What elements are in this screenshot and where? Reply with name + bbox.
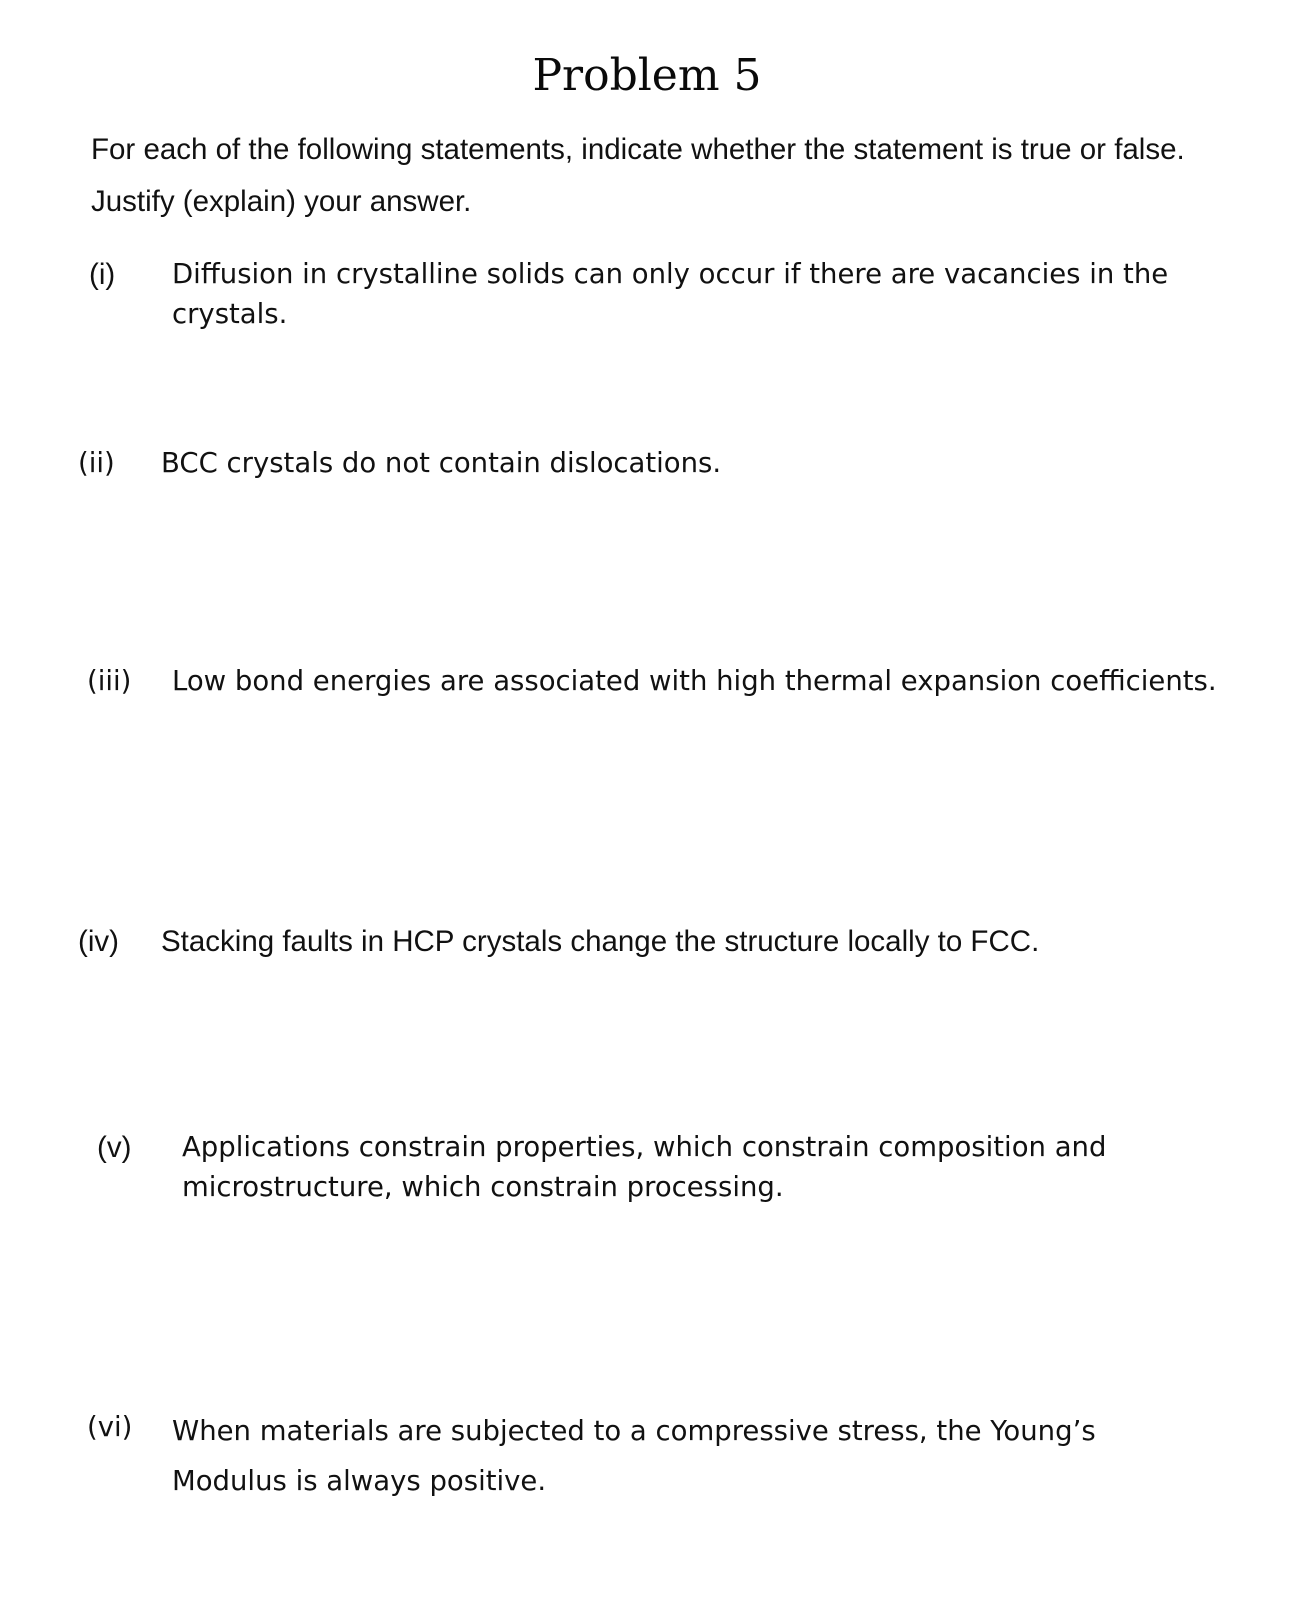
instructions-line-2: Justify (explain) your answer. [91, 185, 472, 218]
statement-text-vi: When materials are subjected to a compressive stress, the Young’s Modulus is always positive. [172, 1415, 1096, 1497]
statement-text-v: Applications constrain properties, which constrain composition and microstructure, which constrain processing. [182, 1131, 1107, 1203]
statement-number-v: (v) [97, 1131, 132, 1164]
statement-text-i: Diffusion in crystalline solids can only occur if there are vacancies in the crystals. [172, 258, 1169, 330]
instructions-line-1: For each of the following statements, indicate whether the statement is true or false. [91, 133, 1185, 166]
statement-number-ii: (ii) [78, 447, 115, 479]
statement-number-i: (i) [89, 258, 116, 291]
page-title: Problem 5 [532, 50, 762, 101]
statement-number-iv: (iv) [78, 925, 119, 958]
statement-text-iv: Stacking faults in HCP crystals change the structure locally to FCC. [161, 925, 1040, 958]
statement-number-vi: (vi) [87, 1411, 133, 1443]
statement-text-iii: Low bond energies are associated with high thermal expansion coefficients. [172, 665, 1217, 697]
statement-text-ii: BCC crystals do not contain dislocations. [161, 447, 722, 479]
statement-number-iii: (iii) [87, 665, 132, 697]
